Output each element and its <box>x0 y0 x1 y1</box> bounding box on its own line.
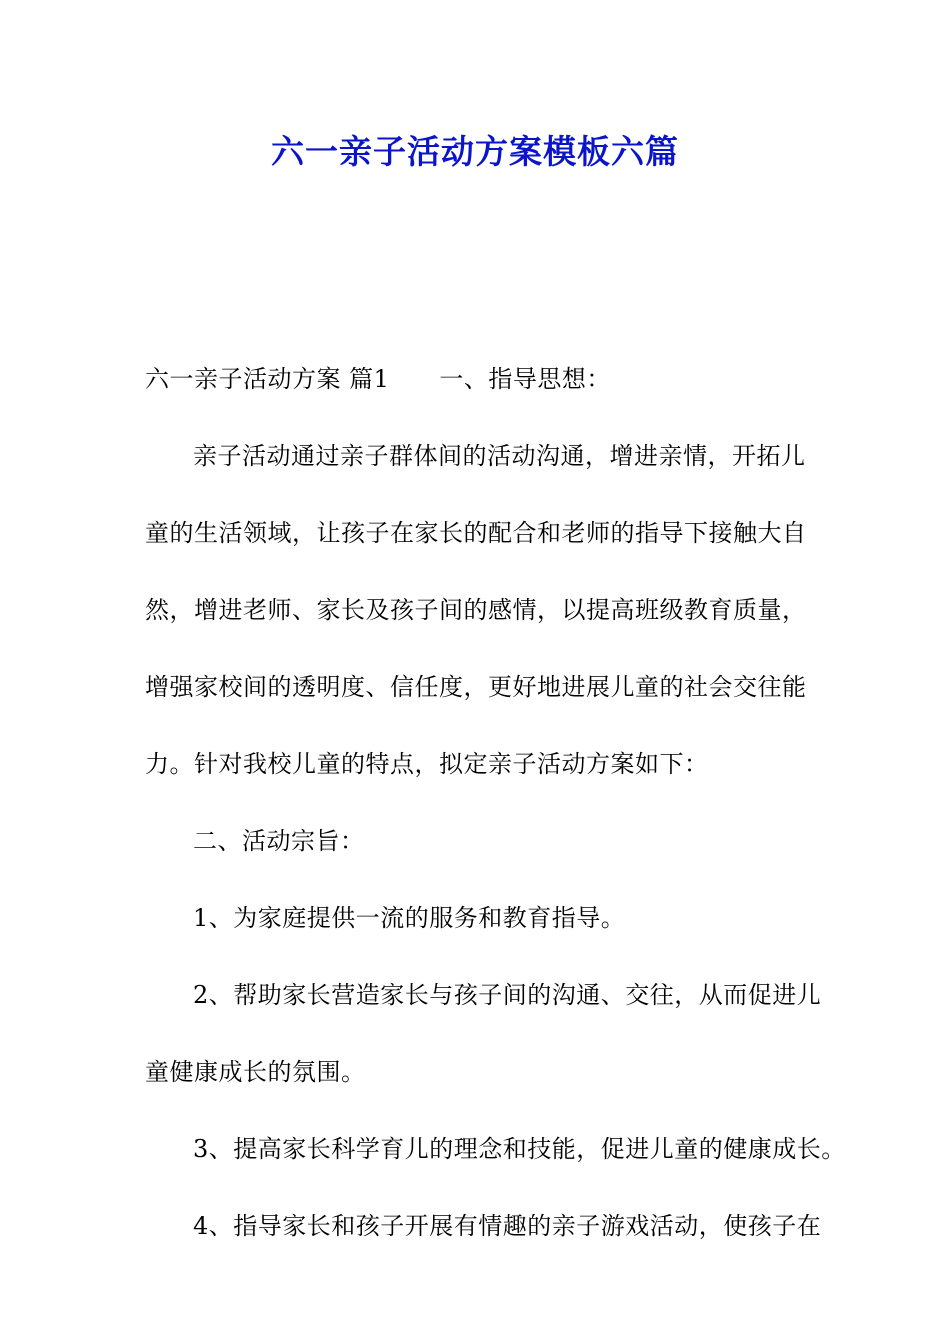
list-item: 4、指导家长和孩子开展有情趣的亲子游戏活动，使孩子在 <box>193 1212 822 1240</box>
list-item: 2、帮助家长营造家长与孩子间的沟通、交往，从而促进儿 <box>193 981 822 1009</box>
paragraph-line: 童的生活领域，让孩子在家长的配合和老师的指导下接触大自 <box>145 519 807 547</box>
section-header-line <box>145 341 813 418</box>
first-heading: 一、指导思想： <box>439 365 611 393</box>
paragraph-line: 然，增进老师、家长及孩子间的感情，以提高班级教育质量， <box>145 596 807 624</box>
list-item: 3、提高家长科学育儿的理念和技能，促进儿童的健康成长。 <box>193 1135 846 1163</box>
paragraph-line: 增强家校间的透明度、信任度，更好地进展儿童的社会交往能 <box>145 673 807 701</box>
document-body <box>145 341 846 1265</box>
section-label: 六一亲子活动方案 篇1 <box>145 365 390 393</box>
paragraph-line: 亲子活动通过亲子群体间的活动沟通，增进亲情，开拓儿 <box>193 442 806 470</box>
list-item-continuation: 童健康成长的氛围。 <box>145 1058 366 1086</box>
section-heading: 二、活动宗旨： <box>193 827 365 855</box>
list-item: 1、为家庭提供一流的服务和教育指导。 <box>193 904 626 932</box>
paragraph-line: 力。针对我校儿童的特点，拟定亲子活动方案如下： <box>145 750 709 778</box>
document-title: 六一亲子活动方案模板六篇 <box>271 132 679 171</box>
